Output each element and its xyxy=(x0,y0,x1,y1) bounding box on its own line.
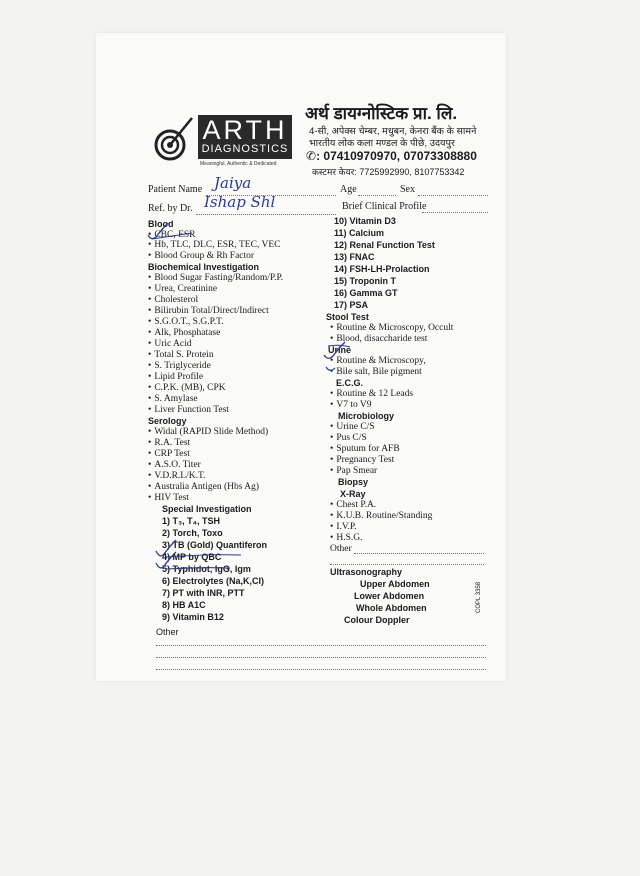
test-item: • Liver Function Test xyxy=(148,405,229,416)
usg-item: Colour Doppler xyxy=(344,615,410,625)
test-item: • Alk, Phosphatase xyxy=(148,328,220,339)
usg-item: Whole Abdomen xyxy=(356,603,427,613)
serology-heading: Serology xyxy=(148,416,187,426)
test-item: • Bile salt, Bile pigment xyxy=(330,367,422,378)
test-item: • Blood Group & Rh Factor xyxy=(148,251,254,262)
test-item: 17) PSA xyxy=(334,300,369,310)
patient-name-handwritten: Jaiya xyxy=(214,174,252,192)
test-item: • Cholesterol xyxy=(148,295,198,306)
test-item: 4) MP by QBC xyxy=(162,552,222,562)
clinical-profile-label: Brief Clinical Profile xyxy=(342,201,427,212)
test-item: • C.P.K. (MB), CPK xyxy=(148,383,226,394)
phone-numbers: : 07410970970, 07073308880 xyxy=(316,149,477,163)
test-item: 11) Calcium xyxy=(334,228,385,238)
test-item: • K.U.B. Routine/Standing xyxy=(330,511,432,522)
logo-sub: DIAGNOSTICS xyxy=(201,143,289,155)
test-item: • CRP Test xyxy=(148,449,190,460)
test-item: • Chest P.A. xyxy=(330,500,376,511)
right-other-label: Other xyxy=(330,544,352,554)
test-item: • CBC, ESR xyxy=(148,230,196,241)
test-item: • S. Triglyceride xyxy=(148,361,211,372)
test-item: • Australia Antigen (Hbs Ag) xyxy=(148,482,259,493)
test-item: 1) T₃, T₄, TSH xyxy=(162,516,220,526)
test-item: • Uric Acid xyxy=(148,339,192,350)
test-item: • Hb, TLC, DLC, ESR, TEC, VEC xyxy=(148,240,280,251)
test-item: • Pap Smear xyxy=(330,466,377,477)
ref-label: Ref. by Dr. xyxy=(148,203,193,214)
test-item: • Routine & Microscopy, Occult xyxy=(330,323,453,334)
test-item: • Sputum for AFB xyxy=(330,444,400,455)
test-item: • V.D.R.L/K.T. xyxy=(148,471,205,482)
test-item: 7) PT with INR, PTT xyxy=(162,588,245,598)
test-item: • V7 to V9 xyxy=(330,400,372,411)
test-item: • S.G.O.T., S.G.P.T. xyxy=(148,317,224,328)
xray-heading: X-Ray xyxy=(340,489,366,499)
test-item: • S. Amylase xyxy=(148,394,198,405)
test-item: • I.V.P. xyxy=(330,522,356,533)
test-item: • HIV Test xyxy=(148,493,189,504)
logo-tagline: Meaningful, Authentic & Dedicated xyxy=(200,161,277,167)
microbiology-heading: Microbiology xyxy=(338,411,394,421)
test-item: • Urea, Creatinine xyxy=(148,284,217,295)
hindi-company-name: अर्थ डायग्नोस्टिक प्रा. लि. xyxy=(305,104,458,123)
test-item: 6) Electrolytes (Na,K,Cl) xyxy=(162,576,265,586)
test-item: 15) Troponin T xyxy=(334,276,396,286)
hindi-address-line-1: 4-सी, अपेक्स चेम्बर, मधुबन, केनरा बैंक के सामने xyxy=(309,126,477,137)
phone-icon: ✆ xyxy=(306,149,317,163)
test-item: • Total S. Protein xyxy=(148,350,214,361)
test-item: 13) FNAC xyxy=(334,252,375,262)
requisition-form xyxy=(96,33,506,681)
test-item: • A.S.O. Titer xyxy=(148,460,201,471)
test-item: 14) FSH-LH-Prolaction xyxy=(334,264,430,274)
ecg-heading: E.C.G. xyxy=(336,378,364,388)
test-item: • Blood, disaccharide test xyxy=(330,334,427,345)
usg-item: Upper Abdomen xyxy=(360,579,430,589)
test-item: 12) Renal Function Test xyxy=(334,240,435,250)
test-item: • Pregnancy Test xyxy=(330,455,394,466)
form-code: COPL 3358 xyxy=(476,581,482,613)
usg-item: Lower Abdomen xyxy=(354,591,425,601)
test-item: 16) Gamma GT xyxy=(334,288,398,298)
test-item: • Pus C/S xyxy=(330,433,367,444)
biochemical-heading: Biochemical Investigation xyxy=(148,262,260,272)
test-item: • Routine & 12 Leads xyxy=(330,389,413,400)
test-item: • Widal (RAPID Slide Method) xyxy=(148,427,268,438)
test-item: 3) TB (Gold) Quantiferon xyxy=(162,540,267,550)
test-item: 2) Torch, Toxo xyxy=(162,528,223,538)
test-item: 9) Vitamin B12 xyxy=(162,612,224,622)
test-item: 8) HB A1C xyxy=(162,600,206,610)
pen-marks xyxy=(96,33,506,593)
test-item: • Bilirubin Total/Direct/Indirect xyxy=(148,306,269,317)
left-other-label: Other xyxy=(156,627,179,637)
test-item: • Routine & Microscopy, xyxy=(330,356,426,367)
urine-heading: Urine xyxy=(328,345,352,355)
test-item: 5) Typhidot, IgG, Igm xyxy=(162,564,251,574)
test-item: 10) Vitamin D3 xyxy=(334,216,396,226)
ultrasonography-heading: Ultrasonography xyxy=(330,567,403,577)
logo-main: ARTH xyxy=(202,115,288,145)
age-label: Age xyxy=(340,184,357,195)
customer-care: कस्टमर केयर: 7725992990, 8107753342 xyxy=(312,167,465,177)
test-item: • Blood Sugar Fasting/Random/P.P. xyxy=(148,273,283,284)
sex-label: Sex xyxy=(400,184,415,195)
hindi-address-line-2: भारतीय लोक कला मण्डल के पीछे, उदयपुर xyxy=(309,138,455,149)
ref-doctor-handwritten: Ishap Shl xyxy=(204,193,276,211)
biopsy-heading: Biopsy xyxy=(338,477,369,487)
patient-name-label: Patient Name xyxy=(148,184,203,195)
test-item: • Lipid Profile xyxy=(148,372,203,383)
blood-heading: Blood xyxy=(148,219,174,229)
test-item: • R.A. Test xyxy=(148,438,190,449)
test-item: • Urine C/S xyxy=(330,422,375,433)
stool-heading: Stool Test xyxy=(326,312,369,322)
special-investigation-heading: Special Investigation xyxy=(162,504,252,514)
test-item: • H.S.G. xyxy=(330,533,362,544)
